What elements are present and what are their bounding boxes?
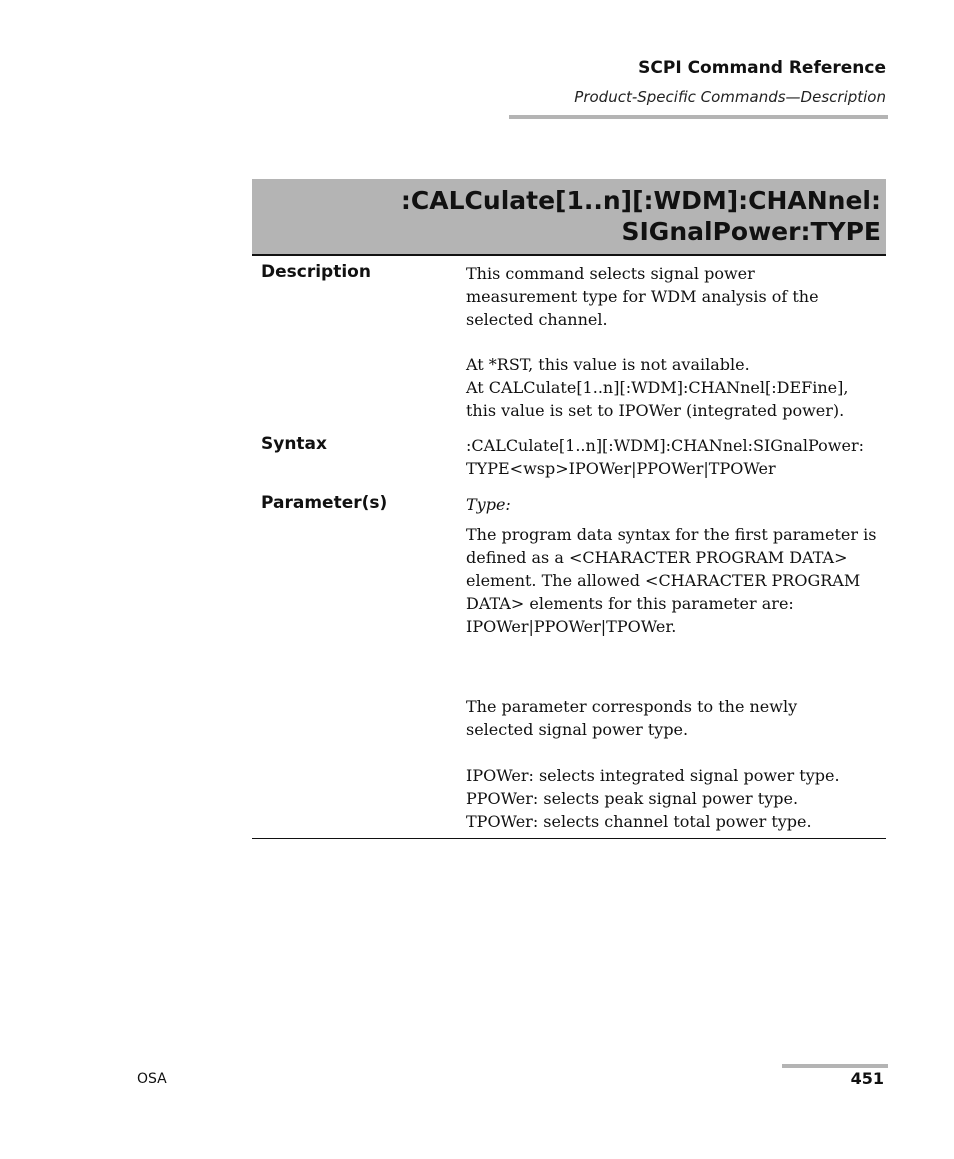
command-title-box <box>252 179 886 256</box>
parameter-line: IPOWer: selects integrated signal power type. <box>466 766 840 785</box>
command-title <box>401 185 881 247</box>
running-header-title: SCPI Command Reference <box>638 58 886 78</box>
parameter-line: The program data syntax for the first parameter is <box>466 525 877 544</box>
parameter-line: defined as a <CHARACTER PROGRAM DATA> <box>466 548 848 567</box>
description-label: Description <box>261 262 371 282</box>
footer-rule <box>782 1064 888 1068</box>
running-header-subtitle: Product-Specific Commands—Description <box>574 88 886 106</box>
parameter-meaning-text <box>466 695 886 741</box>
parameter-line: selected signal power type. <box>466 720 689 739</box>
syntax-line: TYPE<wsp>IPOWer|PPOWer|TPOWer <box>466 459 776 478</box>
description-line: At *RST, this value is not available. <box>466 355 750 374</box>
parameters-label: Parameter(s) <box>261 493 388 513</box>
description-line: this value is set to IPOWer (integrated power). <box>466 401 845 420</box>
parameter-values-text <box>466 764 886 833</box>
header-rule <box>509 115 888 119</box>
parameter-line: TPOWer: selects channel total power type. <box>466 812 812 831</box>
description-line: At CALCulate[1..n][:WDM]:CHANnel[:DEFine], <box>466 378 849 397</box>
footer-product-name: OSA <box>137 1071 167 1087</box>
description-line: measurement type for WDM analysis of the <box>466 287 819 306</box>
description-line: This command selects signal power <box>466 264 755 283</box>
description-text <box>466 262 886 331</box>
description-line: selected channel. <box>466 310 608 329</box>
syntax-label: Syntax <box>261 434 327 454</box>
syntax-line: :CALCulate[1..n][:WDM]:CHANnel:SIGnalPower: <box>466 436 864 455</box>
syntax-text <box>466 434 886 480</box>
parameter-line: IPOWer|PPOWer|TPOWer. <box>466 617 677 636</box>
parameter-line: The parameter corresponds to the newly <box>466 697 798 716</box>
parameter-type-label: Type: <box>466 495 511 514</box>
description-reset-text <box>466 353 886 422</box>
parameter-line: DATA> elements for this parameter are: <box>466 594 794 613</box>
parameter-line: element. The allowed <CHARACTER PROGRAM <box>466 571 861 590</box>
command-title-line-2: SIGnalPower:TYPE <box>621 217 881 246</box>
command-title-line-1: :CALCulate[1..n][:WDM]:CHANnel: <box>400 186 881 215</box>
parameter-syntax-text <box>466 523 886 638</box>
parameter-line: PPOWer: selects peak signal power type. <box>466 789 799 808</box>
table-bottom-rule <box>252 838 886 839</box>
page-number: 451 <box>850 1069 884 1088</box>
